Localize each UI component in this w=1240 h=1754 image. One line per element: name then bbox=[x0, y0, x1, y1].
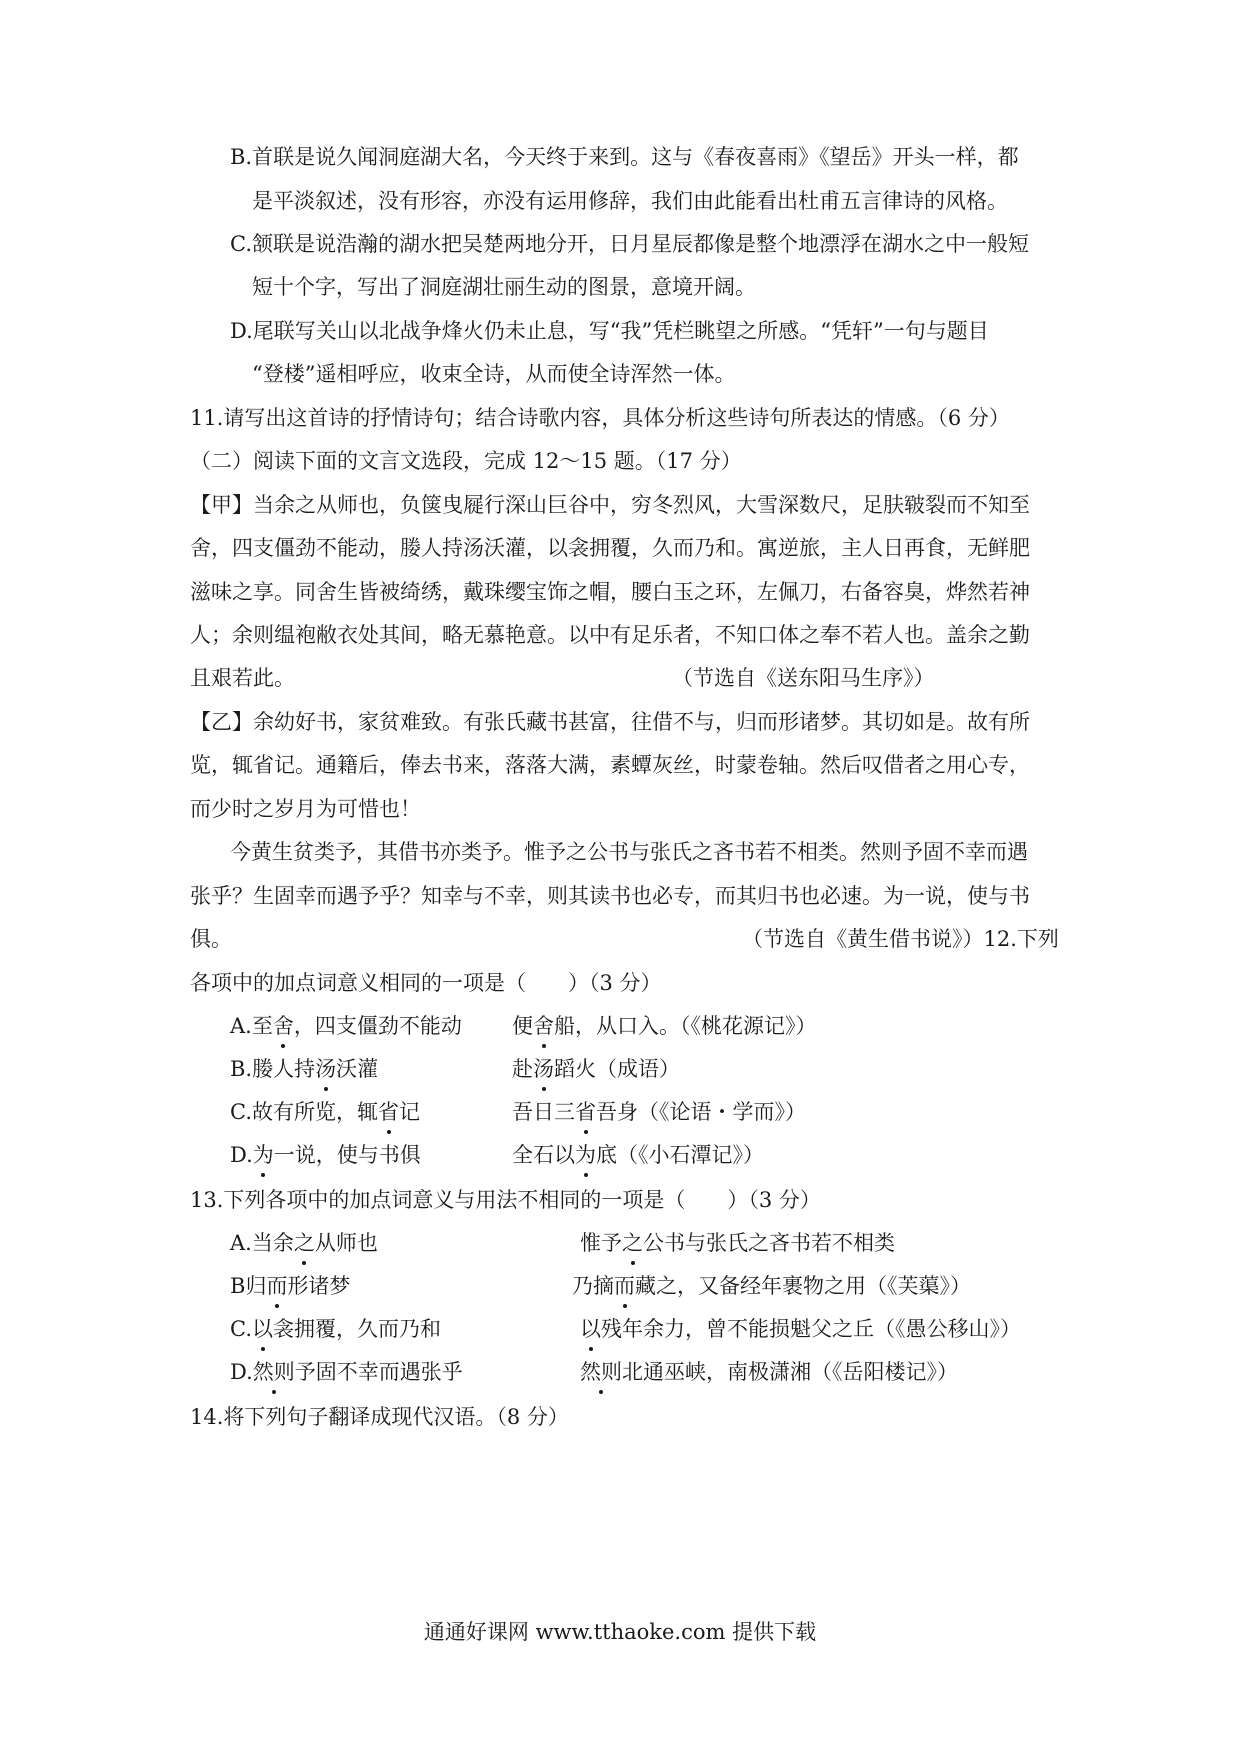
option-label: A. bbox=[230, 1014, 252, 1038]
option-label: C. bbox=[230, 1100, 252, 1124]
option-text: 北通巫峡，南极潇湘（《岳阳楼记》） bbox=[622, 1360, 958, 1384]
option-text: 乃摘 bbox=[572, 1274, 614, 1298]
option-text: 予固不幸而遇张乎 bbox=[294, 1360, 463, 1384]
dotted-word: 然则 bbox=[253, 1357, 295, 1387]
q12-option-3-compare bbox=[512, 1097, 806, 1127]
option-text: 吾日三 bbox=[512, 1100, 575, 1124]
question-12-stem: 各项中的加点词意义相同的一项是（ ）（3 分） bbox=[190, 971, 662, 995]
passage-yi-source: （节选自《黄生借书说》）12.下列 bbox=[742, 927, 1059, 951]
option-text: 便 bbox=[512, 1014, 533, 1038]
option-text: 公书与张氏之吝书若不相类 bbox=[643, 1231, 895, 1255]
option-text: 全石以 bbox=[512, 1143, 575, 1167]
option-text: 吾身（《论语・学而》） bbox=[596, 1100, 806, 1124]
option-text: 媵人持 bbox=[252, 1057, 316, 1081]
passage-yi-line: 俱。 bbox=[190, 927, 232, 951]
passage-yi-line: 而少时之岁月为可惜也！ bbox=[190, 797, 421, 821]
q12-option-2-compare bbox=[512, 1054, 680, 1084]
q13-option-4 bbox=[230, 1357, 463, 1387]
option-label: A. bbox=[230, 1231, 252, 1255]
q12-option-2 bbox=[230, 1054, 378, 1084]
page-footer: 通通好课网 www.tthaoke.com 提供下载 bbox=[423, 1620, 817, 1644]
dotted-word: 省 bbox=[378, 1097, 399, 1127]
passage-jia-line: 滋味之享。同舍生皆被绮绣，戴珠缨宝饰之帽，腰白玉之环，左佩刀，右备容臭，烨然若神 bbox=[190, 580, 1030, 604]
option-text: 当余 bbox=[251, 1231, 294, 1255]
option-text: 形诸梦 bbox=[287, 1274, 351, 1298]
passage-jia-line: 【甲】当余之从师也，负箧曳屣行深山巨谷中，穷冬烈风，大雪深数尺，足肤皲裂而不知至 bbox=[190, 493, 1030, 517]
q12-option-3 bbox=[230, 1097, 420, 1127]
option-text: 残年余力，曾不能损魁父之丘（《愚公移山》） bbox=[601, 1317, 1021, 1341]
q12-option-4 bbox=[230, 1140, 421, 1170]
option-text: ，四支僵劲不能动 bbox=[293, 1014, 462, 1038]
option-text: 故有所览，辄 bbox=[252, 1100, 378, 1124]
option-text: 从师也 bbox=[314, 1231, 378, 1255]
option-text: 记 bbox=[399, 1100, 420, 1124]
q12-option-4-compare bbox=[512, 1140, 764, 1170]
passage-jia-line: 且艰若此。 bbox=[190, 666, 295, 690]
option-label: B bbox=[230, 1274, 246, 1298]
dotted-word: 为 bbox=[253, 1140, 274, 1170]
q13-option-4-compare bbox=[580, 1357, 958, 1387]
q13-option-2-compare bbox=[572, 1271, 971, 1301]
q13-option-3 bbox=[230, 1314, 441, 1344]
dotted-word: 而 bbox=[266, 1271, 287, 1301]
dotted-word: 汤 bbox=[315, 1054, 336, 1084]
option-text: 船，从口入。（《桃花源记》） bbox=[554, 1014, 817, 1038]
dotted-word: 以 bbox=[252, 1314, 273, 1344]
option-text: 至 bbox=[251, 1014, 273, 1038]
passage-yi-line: 【乙】余幼好书，家贫难致。有张氏藏书甚富，往借不与，归而形诸梦。其切如是。故有所 bbox=[190, 710, 1030, 734]
dotted-word: 省 bbox=[575, 1097, 596, 1127]
dotted-word: 以 bbox=[580, 1314, 601, 1344]
q13-option-3-compare bbox=[580, 1314, 1021, 1344]
option-text: 一说，使与书俱 bbox=[273, 1143, 421, 1167]
option-text: 蹈火（成语） bbox=[554, 1057, 680, 1081]
passage-jia-line: 人；余则缊袍敝衣处其间，略无慕艳意。以中有足乐者，不知口体之奉不若人也。盖余之勤 bbox=[190, 623, 1030, 647]
dotted-word: 舍 bbox=[273, 1011, 294, 1041]
option-text: 沃灌 bbox=[336, 1057, 379, 1081]
choice-b-line1: B.首联是说久闻洞庭湖大名，今天终于来到。这与《春夜喜雨》《望岳》开头一样，都 bbox=[230, 145, 1019, 169]
question-14: 14.将下列句子翻译成现代汉语。（8 分） bbox=[190, 1405, 569, 1429]
dotted-word: 舍 bbox=[533, 1011, 554, 1041]
passage-yi-line: 览，辄省记。通籍后，俸去书来，落落大满，素蟫灰丝，时蒙卷轴。然后叹借者之用心专， bbox=[190, 753, 1030, 777]
choice-c-line2: 短十个字，写出了洞庭湖壮丽生动的图景，意境开阔。 bbox=[252, 275, 756, 299]
q13-option-1 bbox=[230, 1228, 378, 1258]
dotted-word: 然则 bbox=[580, 1357, 622, 1387]
choice-c-line1: C.颔联是说浩瀚的湖水把吴楚两地分开，日月星辰都像是整个地漂浮在湖水之中一般短 bbox=[230, 232, 1029, 256]
question-11: 11.请写出这首诗的抒情诗句；结合诗歌内容，具体分析这些诗句所表达的情感。（6 分） bbox=[190, 406, 1010, 430]
option-label: C. bbox=[230, 1317, 252, 1341]
option-text: 底（《小石潭记》） bbox=[596, 1143, 764, 1167]
passage-yi-line: 张乎？生固幸而遇予乎？知幸与不幸，则其读书也必专，而其归书也必速。为一说，使与书 bbox=[190, 884, 1030, 908]
dotted-word: 之 bbox=[622, 1228, 643, 1258]
passage-yi-line: 今黄生贫类予，其借书亦类予。惟予之公书与张氏之吝书若不相类。然则予固不幸而遇 bbox=[230, 840, 1028, 864]
passage-jia-source: （节选自《送东阳马生序》） bbox=[672, 666, 935, 690]
option-label: D. bbox=[230, 1360, 253, 1384]
choice-d-line2: “登楼”遥相呼应，收束全诗，从而使全诗浑然一体。 bbox=[252, 362, 736, 386]
option-text: 赴 bbox=[512, 1057, 533, 1081]
dotted-word: 之 bbox=[294, 1228, 315, 1258]
dotted-word: 汤 bbox=[533, 1054, 554, 1084]
option-label: D. bbox=[230, 1143, 253, 1167]
q12-option-1 bbox=[230, 1011, 462, 1041]
q13-option-1-compare bbox=[580, 1228, 895, 1258]
option-text: 惟予 bbox=[580, 1231, 622, 1255]
choice-b-line2: 是平淡叙述，没有形容，亦没有运用修辞，我们由此能看出杜甫五言律诗的风格。 bbox=[252, 189, 1008, 213]
option-text: 归 bbox=[245, 1274, 267, 1298]
option-label: B. bbox=[230, 1057, 253, 1081]
question-13-stem: 13.下列各项中的加点词意义与用法不相同的一项是（ ）（3 分） bbox=[190, 1188, 821, 1212]
passage-jia-line: 舍，四支僵劲不能动，媵人持汤沃灌，以衾拥覆，久而乃和。寓逆旅，主人日再食，无鲜肥 bbox=[190, 536, 1030, 560]
option-text: 藏之，又备经年裹物之用（《芙蕖》） bbox=[635, 1274, 971, 1298]
dotted-word: 而 bbox=[614, 1271, 635, 1301]
choice-d-line1: D.尾联写关山以北战争烽火仍未止息，写“我”凭栏眺望之所感。“凭轩”一句与题目 bbox=[230, 319, 989, 343]
section-2-intro: （二）阅读下面的文言文选段，完成 12～15 题。（17 分） bbox=[190, 449, 742, 473]
option-text: 衾拥覆，久而乃和 bbox=[273, 1317, 441, 1341]
q13-option-2 bbox=[230, 1271, 350, 1301]
dotted-word: 为 bbox=[575, 1140, 596, 1170]
q12-option-1-compare bbox=[512, 1011, 817, 1041]
